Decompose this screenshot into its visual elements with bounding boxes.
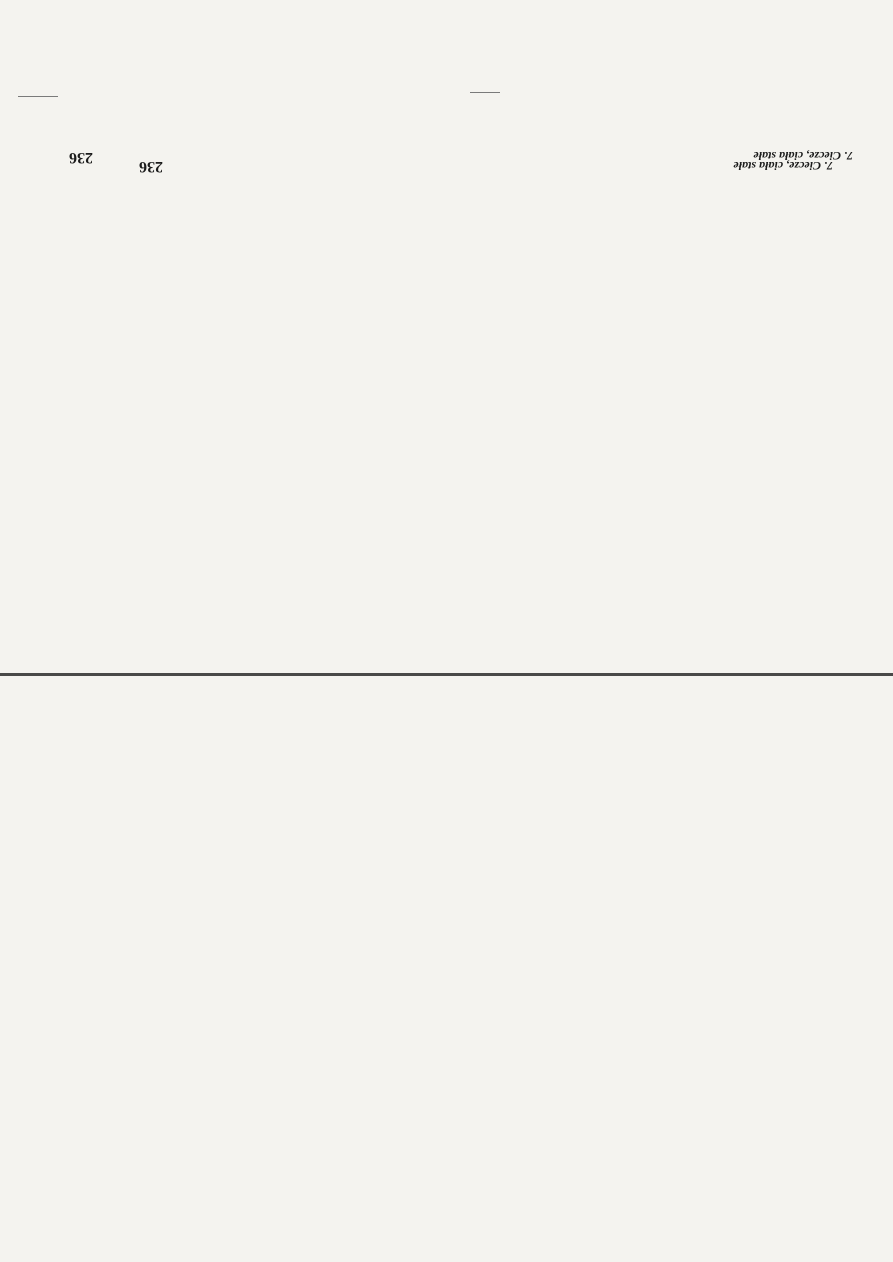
page-fold-divider (0, 673, 893, 676)
running-header (53, 145, 853, 166)
header-title: 7. Ciecze, ciała stałe (733, 159, 833, 173)
page-number: 236 (69, 149, 93, 166)
header-title: 7. Ciecze, ciała stałe (753, 149, 853, 163)
page-number: 236 (139, 158, 163, 175)
